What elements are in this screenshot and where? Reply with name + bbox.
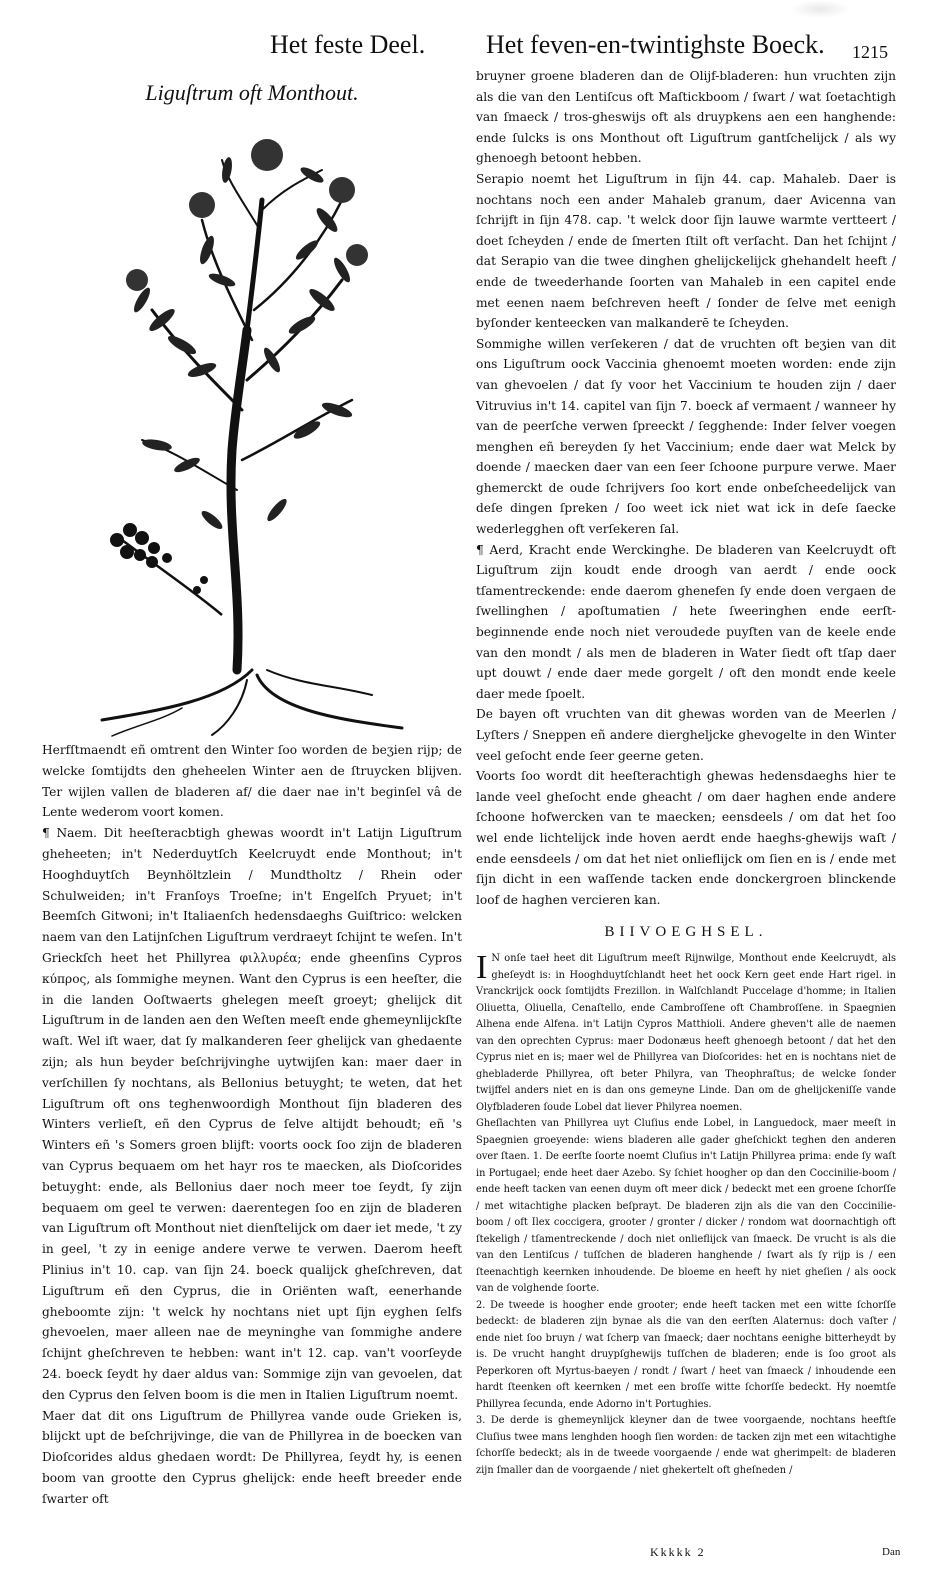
right-column (476, 66, 896, 1479)
paragraph-aerd-kracht: ¶ Aerd, Kracht ende Werckinghe. De bladeren van Keelcruydt oft Liguſtrum zijn koudt ende droogh van aerdt / ende oock tſamentreckende: ende daerom ghenefen ſy ende doen vergaen de ſwellinghen / apoſtumatien / hete ſweeringhen ende eerſt-beginnende ende noch niet veroudede puyſten van de keele ende van den mondt / als men de bladeren in Water ſiedt oft tſap daer upt douwt / ende daer mede gorgelt / oft den mondt ende keele daer mede ſpoelt. (476, 542, 896, 701)
signature-mark: Kkkkk 2 (650, 1545, 706, 1559)
paragraph-naem: ¶ Naem. Dit heeſteracbtigh ghewas woordt in't Latijn Liguſtrum gheheeten; in't Nederduytſch Keelcruydt ende Monthout; in't Hooghduytſch Beynhöltzlein / Mundtholtz / Rhein oder Schulweiden; in't Franſoys Troeſne; in't Engelſch Pryuet; in't Beemſch Gitwoni; in't Italiaenſch hedensdaeghs Guiſtrico: welcken naem van den Latijnſchen Liguſtrum verdraeyt ſchijnt te weſen. In't Grieckſch heet het Phillyrea φιλλυρέα; ende gheenſins Cypros κύπρος, als ſommighe meynen. Want den Cyprus is een heeſter, die in die landen Ooſtwaerts ghelegen meeſt groeyt; ghelijck dit Liguſtrum in de landen aen den Weſten meeſt ende ghemeynlijckſte waſt. Wel iſt waer, dat ſy malkanderen ſeer ghelijck van ghedaente zijn; als hun beyder beſchrijvinghe uytwijſen kan: maer daer in verſchillen ſy nochtans, als Bellonius betuyght; te weten, dat het Liguſtrum oft ons teghenwoordigh Monthout ſijn bladeren des Winters verlieſt, eñ den Cyprus de ſelve altijdt behoudt; eñ 's Winters eñ 's Somers groen blijft: voorts oock ſoo zijn de bladeren van Cyprus bequaem om het hayr ros te maecken, als Dioſcorides betuyght: ende, als Bellonius daer noch meer toe ſeydt, ſy zijn bequaem om geel te verwen: daerentegen ſoo en zijn de bladeren van Liguſtrum oft Monthout niet dienſtelijck om daer iet mede, 't zy in geel, 't zy in eenige andere verwe te verwen. Daerom heeft Plinius in't 10. cap. van ſijn 24. boeck qualijck gheſchreven, dat Liguſtrum eñ den Cyprus, die in Oriënten waſt, eenerhande gheboomte zijn: 't welck hy nochtans niet upt ſijn eyghen ſelfs ghevoelen, maer alleen nae de meyninghe van ſommighe andere ſchijnt gheſchreven te hebben: want in't 12. cap. van't voorſeyde 24. boeck ſeydt hy daer aldus van: Sommige zijn van gevoelen, dat den Cyprus den ſelven boom is die men in Italien Liguſtrum noemt. (42, 826, 462, 1402)
addendum-paragraph-second-kind: 2. De tweede is hoogher ende grooter; ende heeft tacken met een witte ſchorſſe bedeckt: de bladeren zijn bynae als die van den eerſten Alaternus: doch vaſter / ende niet ſoo bruyn / wat ſcherp van ſmaeck; daer nochtans eenighe bitterheydt by is. De vrucht hanght druypſghewijs tuſſchen de bladeren; ende is ſoo groot als Peperkoren oft Myrtus-baeyen / rondt / ſwart / heet van ſmaeck / inhoudende een hardt ſteenken oft keernken / met een broſſe witte ſchorſſe bedeckt. Hy noemtſe Phillyrea ſecunda, ende Adorno in't Portughies. (476, 1299, 896, 1410)
paragraph-ripening: Herfſtmaendt eñ omtrent den Winter ſoo worden de beʒien rijp; de welcke ſomtijdts den gheheelen Winter aen de ſtruycken blijven. Ter wijlen vallen de bladeren af/ die daer nae in't beginſel vâ de Lente wederom voort komen. (42, 743, 462, 820)
addendum-text: N onſe taeł heet dit Liguſtrum meeſt Rijnwilge, Monthout ende Keelcruydt, als gheſeydt is: in Hooghduytſchlandt heet het oock Kern geet ende Hart rigel. in Vranckrijck oock ſomtijdts Frezillon. in Walſchlandt Puccelage d'homme; in Italien Oliuetta, Oliuella, Cenaſtello, ende Cambroſſene oft Chambroſſene. in Spaegnien Alhena ende Alfena. in't Latijn Cypros Matthioli. Andere gheven't alle de naemen van den oprechten Cyprus: maer Dodonæus heeft ghenoegh betoont / dat het den Cyprus niet en is; maer wel de Phillyrea van Dioſcorides: het en is nochtans niet de ghebladerde Phillyrea, oft beter Philyra, van Theophraſtus; de welcke ſonder twijffel anders niet en is dan ons gemeyne Linde. Dan om de ghelijckeniſſe vande Olyfbladeren ſoude Lobel dat liever Philyrea noemen. (476, 953, 896, 1113)
plant-title: Liguſtrum oft Monthout. (145, 80, 359, 105)
running-head-left: Het feste Deel. (270, 30, 426, 59)
paragraph-vaccinia: Sommighe willen verſekeren / dat de vruchten oft beʒien van dit ons Liguſtrum oock Vaccinia ghenoemt moeten worden: ende zijn van ghevoelen / dat ſy voor het Vaccinium te houden zijn / daer Vitruvius in't 14. capitel van ſijn 7. boeck af vermaent / wanneer hy van de peerſche verwen ſpreeckt / ſegghende: Inder ſelver voegen menghen eñ bereyden ſy het Vaccinium; ende daer wat Melck by doende / maecken daer van een ſeer ſchoone purpure verwe. Maer ghemerckt de oude ſchrijvers ſoo kort ende onbeſcheedelijck van deſe dingen ſpreken / ſoo weet ick niet wat ick in deſe ſaecke wederlegghen oft verſekeren ſal. (476, 336, 896, 537)
section-head-bijvoeghsel: BIIVOEGHSEL. (604, 924, 768, 941)
paragraph-continuation: bruyner groene bladeren dan de Olijf-bladeren: hun vruchten zijn als die van den Lentiſcus oft Maſtickboom / ſwart / wat ſoetachtigh van ſmaeck / tros-gheswijs oft als druypkens aen een hanghende: ende ſulcks is ons Monthout oft Liguſtrum gantſchelijck / als wy ghenoegh betoont hebben. (476, 69, 896, 166)
page-smudge (790, 0, 850, 18)
privet-woodcut-illustration (42, 110, 462, 740)
drop-cap: I (476, 949, 488, 987)
paragraph-bayen: De bayen oft vruchten van dit ghewas worden van de Meerlen / Lyſters / Sneppen eñ andere diergheljcke ghevogelte in den Winter veel geſocht ende ſeer geerne geten. (476, 707, 896, 763)
addendum-paragraph-first-kind: Gheſlachten van Phillyrea uyt Cluſius ende Lobel, in Languedock, maer meeſt in Spaegnien groeyende: wiens bladeren alle gader gheſchickt teghen den anderen over ſtaen. 1. De eerſte ſoorte noemt Cluſius in't Latijn Phillyrea prima: ende ſy waſt in Portugael; ende heet daer Azebo. Sy ſchiet hoogher op dan den Coccinilie-boom / ende heeft tacken van eenen duym oft meer dick / bedeckt met een groene ſchorſſe / met witachtighe placken beſprayt. De bladeren zijn als die van den Coccinilie-boom / oft Ilex coccigera, grooter / gronter / dicker / rondom wat doornachtigh oft ſtekeligh / tſamentreckende / doch niet onlieflijck van ſmaeck. De vrucht is als die van den Lentiſcus / tuſſchen de bladeren hanghende / ſwart als ſy rijp is / een ſteenachtigh keernken inhoudende. De bloeme en heeft hy niet gheſien / als oock van de volghende ſoorte. (476, 1118, 896, 1295)
running-head-right: Het feven-en-twintighste Boeck. (486, 30, 825, 59)
paragraph-phillyrea: Maer dat dit ons Liguſtrum de Phillyrea vande oude Grieken is, blijckt upt de beſchrijvinge, die van de Phillyrea in de boecken van Dioſcorides aldus ghedaen wordt: De Phillyrea, ſeydt hy, is eenen boom van grootte den Cyprus ghelijck: ende heeft breeder ende ſwarter oft (42, 1408, 462, 1506)
paragraph-haghen: Voorts ſoo wordt dit heeſterachtigh ghewas hedensdaeghs hier te lande veel gheſocht ende gheacht / om daer haghen ende andere ſchoone hofwercken van te maecken; eensdeels / om dat het ſoo wel ende lichtelijck inde hoven aerdt ende haeghs-ghewijs waſt / ende eensdeels / om dat het niet onlieflijck om ſien en is / ende met ſijn dicht in een waſſende tacken ende donckergroen blinckende loof de haghen vercieren kan. (476, 769, 896, 907)
privet-plant-icon (42, 110, 462, 740)
paragraph-serapio: Serapio noemt het Liguſtrum in ſijn 44. cap. Mahaleb. Daer is nochtans noch een ander Mahaleb granum, daer Avicenna van ſchrijft in ſijn 478. cap. 't welck door ſijn lauwe warmte vertteert / doet ſcheyden / ende de ſmerten ſtilt oft verſacht. Dan het ſchijnt / dat Serapio van die twee dinghen ghelijckelijck ghehandelt heeft / ende de tweederhande ſoorten van Mahaleb in een capitel ende met eenen naem beſchreven heeft / ſonder de ſelve met eenigh byſonder kenteecken van malkanderē te ſcheyden. (476, 171, 896, 331)
left-column (42, 74, 462, 1509)
addendum-paragraph-third-kind: 3. De derde is ghemeynlijck kleyner dan de twee voorgaende, nochtans heeftſe Cluſius twee mans lenghden hoogh ſien worden: de tacken zijn met een witachtighe ſchorſſe bedeckt; als in de tweede voorgaende / ende wat gherimpelt: de bladeren zijn ſmaller dan de voorgaende / niet ghekertelt oft gheſneden / (476, 1415, 896, 1476)
addendum-paragraph-names (476, 951, 896, 1116)
page-number: 1215 (852, 42, 888, 62)
catchword: Dan (882, 1546, 901, 1558)
